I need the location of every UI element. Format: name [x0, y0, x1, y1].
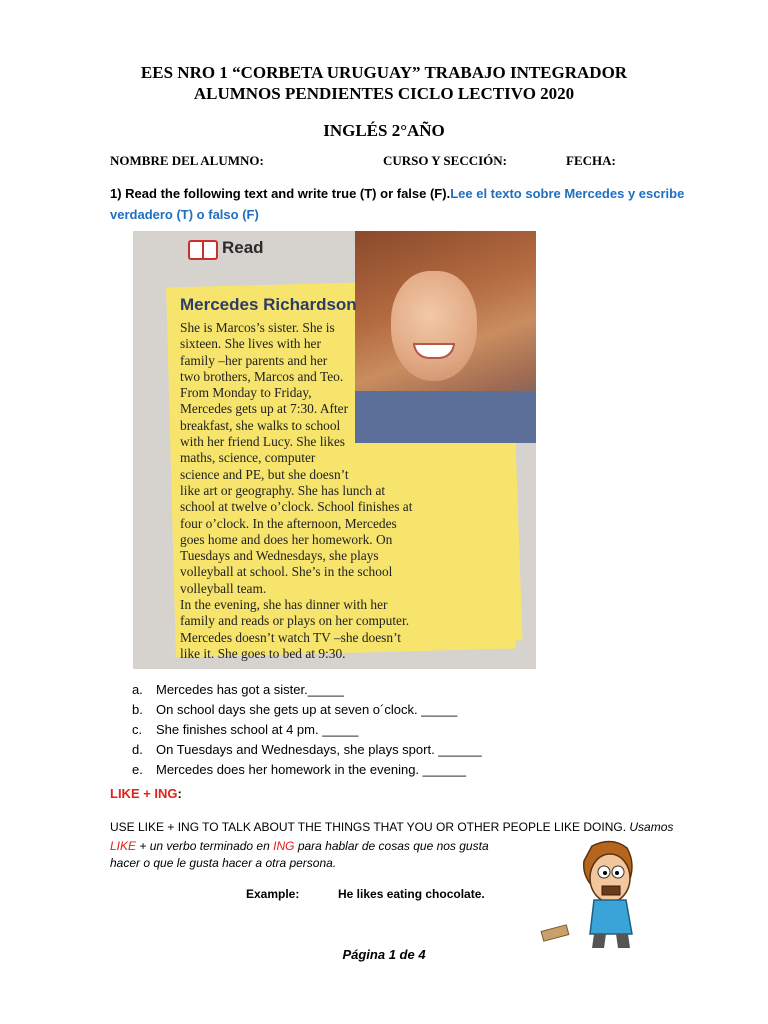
reading-title: Mercedes Richardson	[180, 295, 357, 314]
book-icon	[188, 237, 216, 259]
date-label: FECHA:	[566, 153, 616, 168]
grammar-rule-line3: hacer o que le gusta hacer a otra persona.	[110, 856, 337, 870]
document-title-line1: EES NRO 1 “CORBETA URUGUAY” TRABAJO INTEGRADOR	[140, 63, 628, 82]
reading-card	[133, 231, 536, 669]
read-header	[188, 237, 264, 259]
instruction-spanish: Lee el texto sobre Mercedes y escribe verdadero (T) o falso (F)	[110, 186, 685, 222]
subject-title: INGLÉS 2°AÑO	[323, 121, 445, 140]
course-section-label: CURSO Y SECCIÓN:	[383, 153, 507, 168]
page-footer: Página 1 de 4	[342, 947, 426, 962]
student-name-label: NOMBRE DEL ALUMNO:	[110, 153, 264, 168]
reading-text: She is Marcos’s sister. She is sixteen. She lives with her family –her parents and her two brothers, Marcos and Teo. From Monday to Friday, Mercedes gets up at 7:30. After breakfast, she walks to school with her friend Lucy. She likes maths, science, computer science and PE, but she doesn’t like art or geography. She has lunch at school at twelve o’clock. School finishes at four o’clock. In the afternoon, Mercedes goes home and does her homework. On Tuesdays and Wednesdays, she plays volleyball at school. She’s in the school volleyball team. In the evening, she has dinner with her family and reads or plays on her computer. Mercedes doesn’t watch TV –she doesn’t like it. She goes to bed at 9:30.	[180, 320, 413, 661]
document-title-line2: ALUMNOS PENDIENTES CICLO LECTIVO 2020	[193, 84, 575, 103]
grammar-heading: LIKE + ING:	[110, 786, 182, 801]
read-label: Read	[222, 238, 264, 257]
instruction-english: 1) Read the following text and write true (T) or false (F).	[110, 186, 451, 201]
example-label: Example:	[246, 887, 300, 901]
exercise1-instruction	[110, 183, 700, 225]
boy-eating-chocolate-illustration	[532, 836, 654, 954]
grammar-rule: USE LIKE + ING TO TALK ABOUT THE THINGS THAT YOU OR OTHER PEOPLE LIKE DOING. Usamos LIKE + un verbo terminado en ING para hablar de cosas que nos gusta	[110, 820, 674, 853]
example-sentence: He likes eating chocolate.	[338, 887, 485, 901]
